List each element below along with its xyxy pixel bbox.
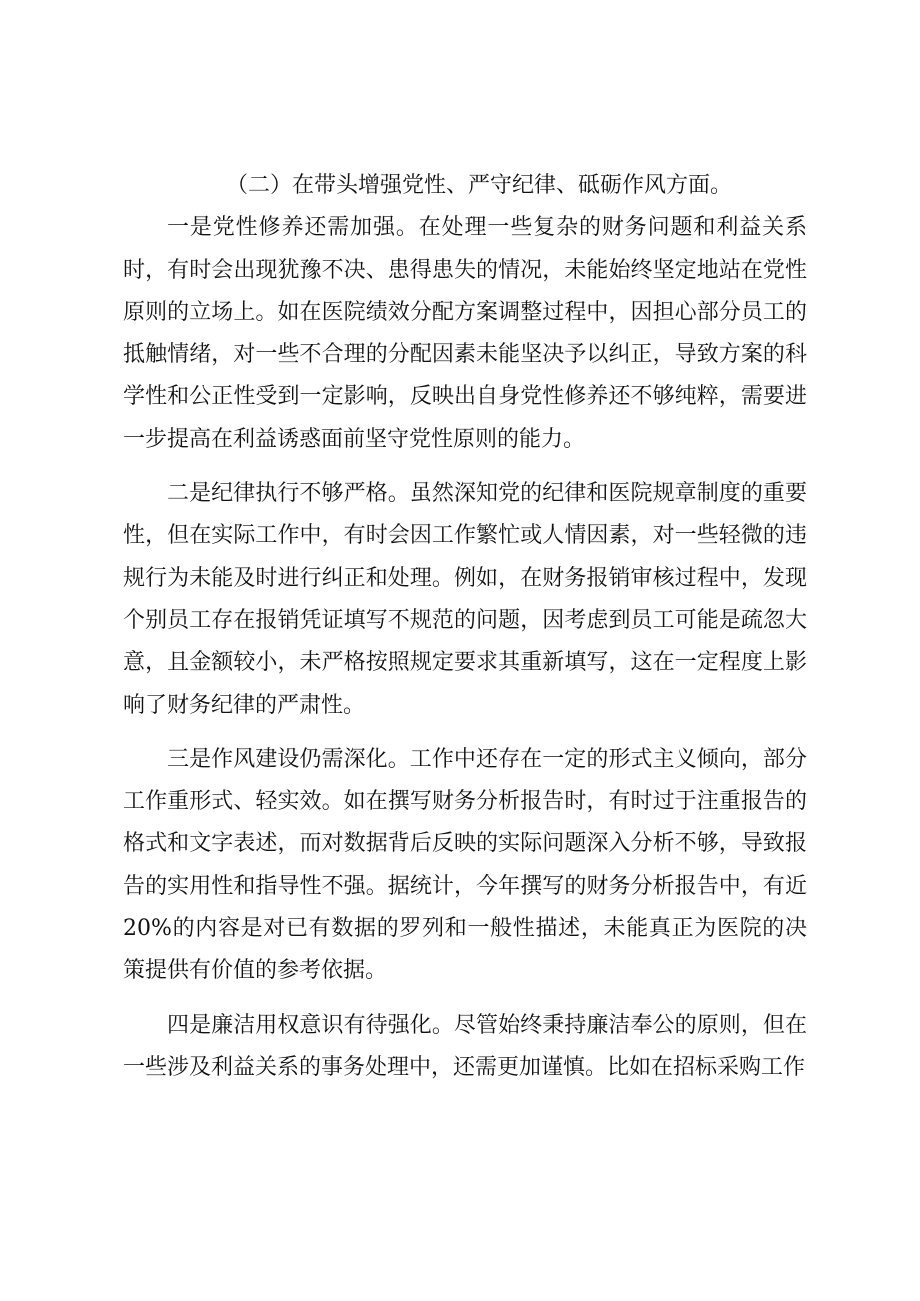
paragraph-integrity: 四是廉洁用权意识有待强化。尽管始终秉持廉洁奉公的原则，但在一些涉及利益关系的事务处理中，还需更加谨慎。比如在招标采购工作 xyxy=(123,1012,807,1080)
section-heading: （二）在带头增强党性、严守纪律、砥砺作风方面。 xyxy=(226,173,733,198)
document-body xyxy=(123,165,807,1101)
paragraph-party-spirit: 一是党性修养还需加强。在处理一些复杂的财务问题和利益关系时，有时会出现犹豫不决、患得患失的情况，未能始终坚定地站在党性原则的立场上。如在医院绩效分配方案调整过程中，因担心部分员工的抵触情绪，对一些不合理的分配因素未能坚决予以纠正，导致方案的科学性和公正性受到一定影响，反映出自身党性修养还不够纯粹，需要进一步提高在利益诱惑面前坚守党性原则的能力。 xyxy=(123,215,807,452)
paragraph-discipline: 二是纪律执行不够严格。虽然深知党的纪律和医院规章制度的重要性，但在实际工作中，有时会因工作繁忙或人情因素，对一些轻微的违规行为未能及时进行纠正和处理。例如，在财务报销审核过程中，发现个别员工存在报销凭证填写不规范的问题，因考虑到员工可能是疏忽大意，且金额较小，未严格按照规定要求其重新填写，这在一定程度上影响了财务纪律的严肃性。 xyxy=(123,481,807,718)
paragraph-work-style: 三是作风建设仍需深化。工作中还存在一定的形式主义倾向，部分工作重形式、轻实效。如在撰写财务分析报告时，有时过于注重报告的格式和文字表述，而对数据背后反映的实际问题深入分析不够，导致报告的实用性和指导性不强。据统计，今年撰写的财务分析报告中，有近20%的内容是对已有数据的罗列和一般性描述，未能真正为医院的决策提供有价值的参考依据。 xyxy=(123,746,807,984)
